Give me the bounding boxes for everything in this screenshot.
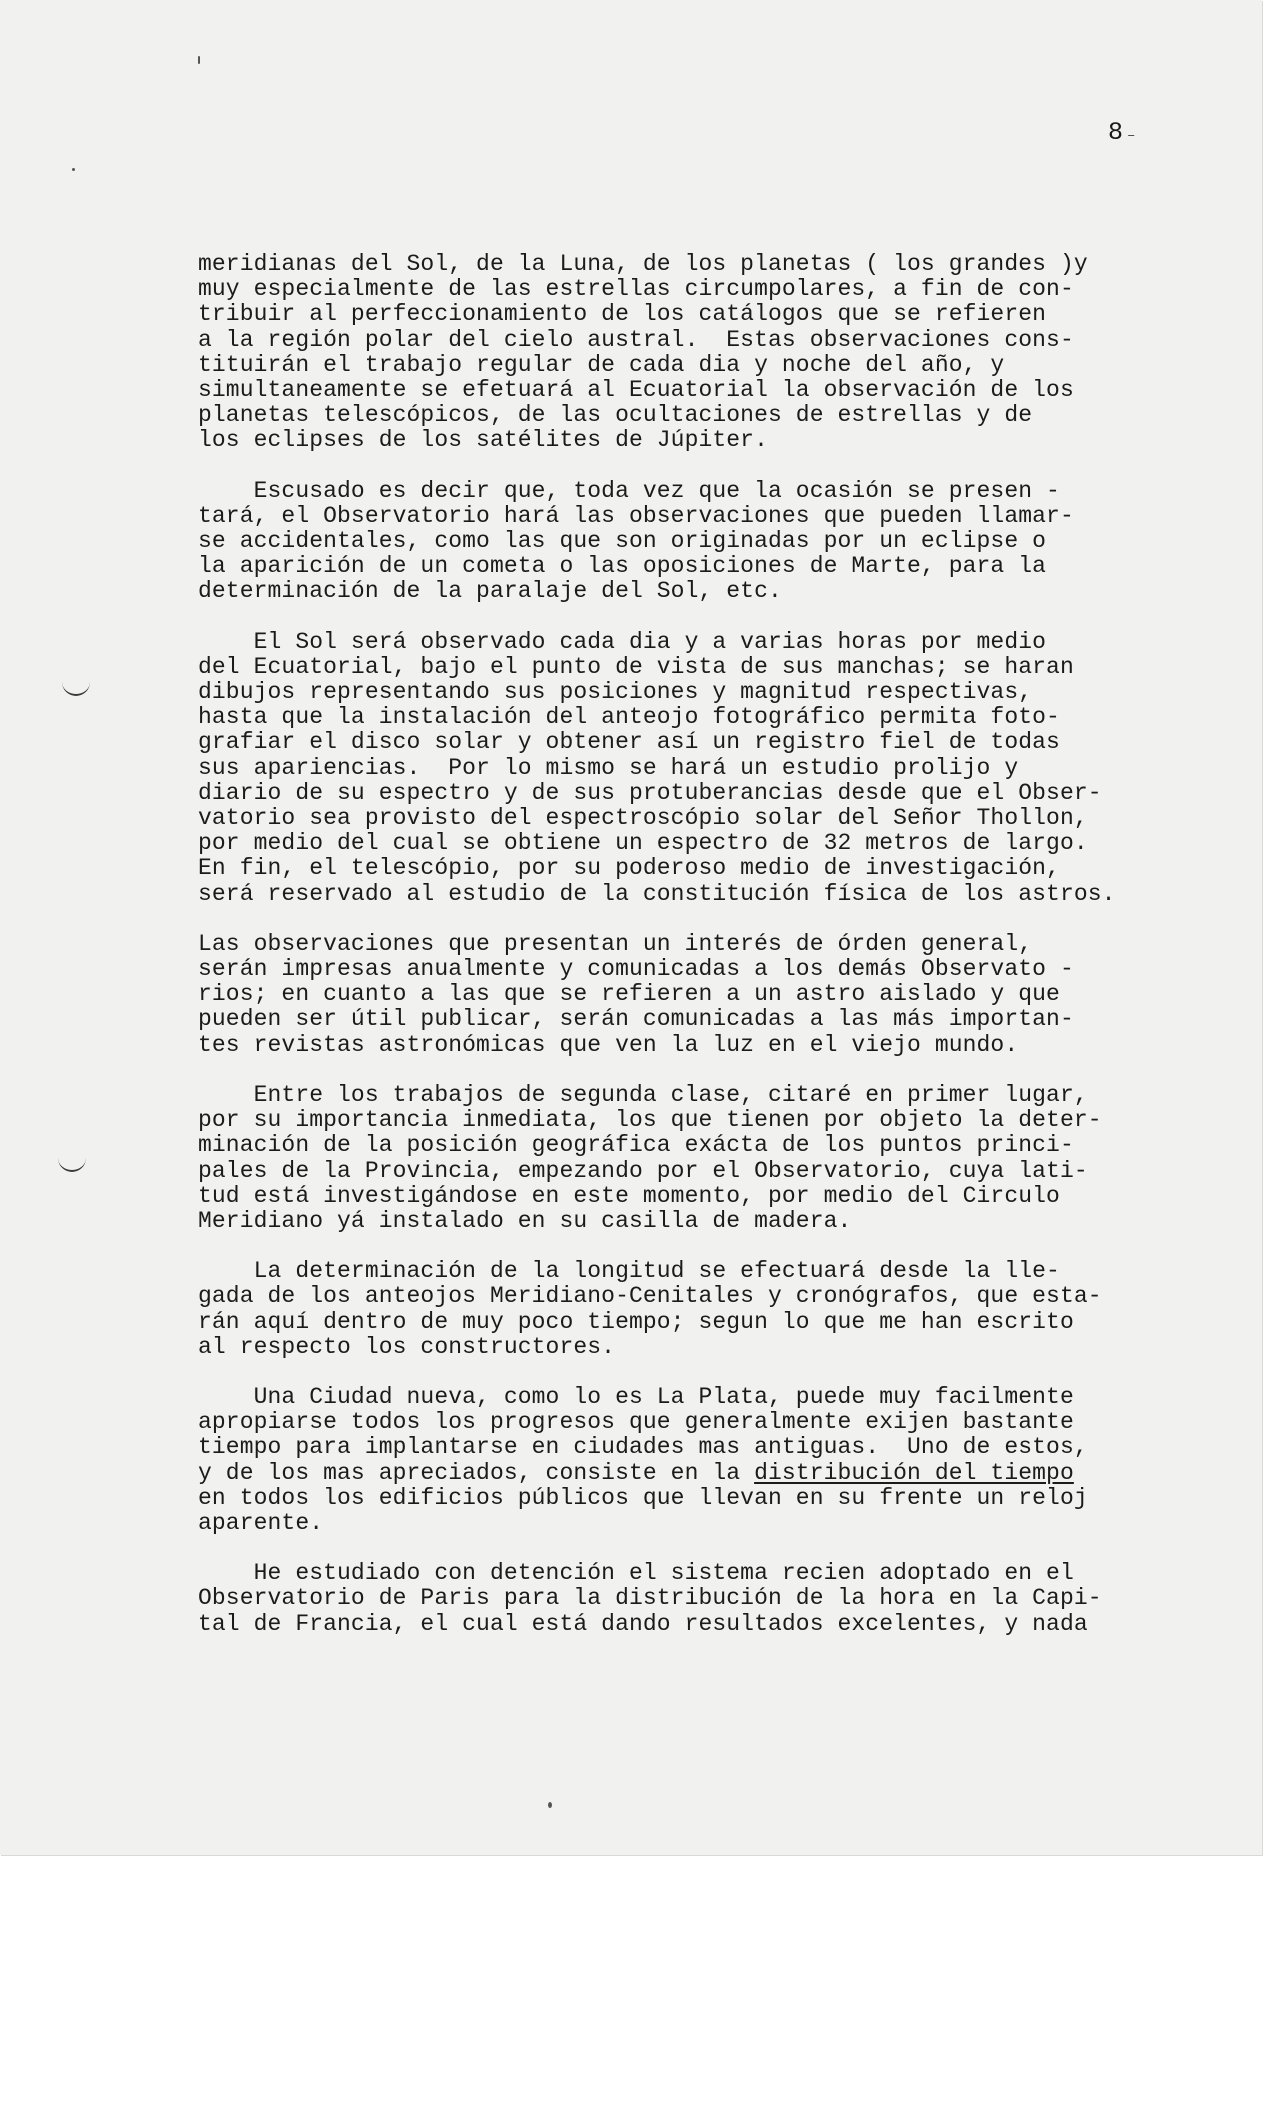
margin-check-mark [58, 1156, 86, 1172]
typed-text-body [198, 252, 1178, 1662]
text-line: a la región polar del cielo austral. Estas observaciones cons- [198, 326, 1074, 353]
text-line: hasta que la instalación del anteojo fotográfico permita foto- [198, 704, 1060, 731]
text-line: sus apariencias. Por lo mismo se hará un estudio prolijo y [198, 754, 1019, 781]
paragraph-time-distribution [198, 1385, 1178, 1536]
paper-speck [198, 56, 200, 64]
text-line: vatorio sea provisto del espectroscópio solar del Señor Thollon, [198, 805, 1088, 832]
text-line: muy especialmente de las estrellas circumpolares, a fin de con- [198, 276, 1074, 303]
text-line: rán aquí dentro de muy poco tiempo; segun lo que me han escrito [198, 1308, 1074, 1335]
text-line: rios; en cuanto a las que se refieren a un astro aislado y que [198, 981, 1060, 1008]
paragraph-publications [198, 932, 1178, 1058]
text-line-with-underline [198, 1461, 1178, 1486]
text-line: la aparición de un cometa o las oposiciones de Marte, para la [198, 553, 1047, 580]
text-segment: y de los mas apreciados, consiste en la [198, 1459, 755, 1486]
text-line: planetas telescópicos, de las ocultaciones de estrellas y de [198, 402, 1033, 429]
text-line: por medio del cual se obtiene un espectro de 32 metros de largo. [198, 830, 1088, 857]
text-line: El Sol será observado cada dia y a varias horas por medio [198, 628, 1047, 655]
text-line: determinación de la paralaje del Sol, etc. [198, 578, 782, 605]
text-line: Una Ciudad nueva, como lo es La Plata, puede muy facilmente [198, 1383, 1074, 1410]
paragraph-solar-observations [198, 630, 1178, 907]
page-number-value: 8 [1108, 118, 1124, 147]
text-line: simultaneamente se efetuará al Ecuatorial la observación de los [198, 377, 1074, 404]
text-line: los eclipses de los satélites de Júpiter. [198, 427, 768, 454]
text-line: por su importancia inmediata, los que tienen por objeto la deter- [198, 1107, 1102, 1134]
text-line: tiempo para implantarse en ciudades mas antiguas. Uno de estos, [198, 1434, 1088, 1461]
paper-speck [72, 168, 75, 171]
text-line: Escusado es decir que, toda vez que la ocasión se presen - [198, 477, 1060, 504]
text-line: La determinación de la longitud se efectuará desde la lle- [198, 1258, 1060, 1285]
text-line: Las observaciones que presentan un interés de órden general, [198, 930, 1033, 957]
margin-check-mark [62, 680, 90, 696]
text-line: tituirán el trabajo regular de cada dia y noche del año, y [198, 351, 1005, 378]
text-line: grafiar el disco solar y obtener así un registro fiel de todas [198, 729, 1060, 756]
text-line: gada de los anteojos Meridiano-Cenitales y cronógrafos, que esta- [198, 1283, 1102, 1310]
paragraph-accidental-observations [198, 479, 1178, 605]
text-line: En fin, el telescópio, por su poderoso medio de investigación, [198, 855, 1060, 882]
paragraph-geographic-position [198, 1083, 1178, 1234]
text-line: diario de su espectro y de sus protuberancias desde que el Obser- [198, 779, 1102, 806]
text-line: al respecto los constructores. [198, 1333, 616, 1360]
paragraph-meridian-observations [198, 252, 1178, 454]
underlined-phrase: distribución del tiempo [754, 1459, 1074, 1486]
text-line: será reservado al estudio de la constitución física de los astros. [198, 880, 1116, 907]
text-line: tribuir al perfeccionamiento de los catálogos que se refieren [198, 301, 1047, 328]
text-line: minación de la posición geográfica exácta de los puntos princi- [198, 1132, 1074, 1159]
text-line: dibujos representando sus posiciones y magnitud respectivas, [198, 679, 1033, 706]
text-line: Entre los trabajos de segunda clase, citaré en primer lugar, [198, 1081, 1088, 1108]
text-line: Meridiano yá instalado en su casilla de madera. [198, 1207, 852, 1234]
page-number [1108, 118, 1135, 147]
text-line: aparente. [198, 1509, 324, 1536]
text-line: tud está investigándose en este momento, por medio del Circulo [198, 1182, 1060, 1209]
text-line: pueden ser útil publicar, serán comunicadas a las más importan- [198, 1006, 1074, 1033]
paragraph-longitude [198, 1259, 1178, 1360]
text-line: tal de Francia, el cual está dando resultados excelentes, y nada [198, 1610, 1088, 1637]
page-number-mark: – [1127, 128, 1136, 144]
text-line: Observatorio de Paris para la distribución de la hora en la Capi- [198, 1585, 1102, 1612]
text-line: tará, el Observatorio hará las observaciones que pueden llamar- [198, 502, 1074, 529]
paper-speck [548, 1802, 552, 1808]
paragraph-paris-system [198, 1561, 1178, 1637]
text-line: apropiarse todos los progresos que generalmente exijen bastante [198, 1409, 1074, 1436]
text-line: en todos los edificios públicos que llevan en su frente un reloj [198, 1484, 1088, 1511]
text-line: He estudiado con detención el sistema recien adoptado en el [198, 1560, 1074, 1587]
text-line: tes revistas astronómicas que ven la luz en el viejo mundo. [198, 1031, 1019, 1058]
text-line: se accidentales, como las que son originadas por un eclipse o [198, 528, 1047, 555]
text-line: meridianas del Sol, de la Luna, de los planetas ( los grandes )y [198, 251, 1088, 277]
text-line: pales de la Provincia, empezando por el Observatorio, cuya lati- [198, 1157, 1088, 1184]
text-line: del Ecuatorial, bajo el punto de vista de sus manchas; se haran [198, 653, 1074, 680]
text-line: serán impresas anualmente y comunicadas a los demás Observato - [198, 956, 1074, 983]
